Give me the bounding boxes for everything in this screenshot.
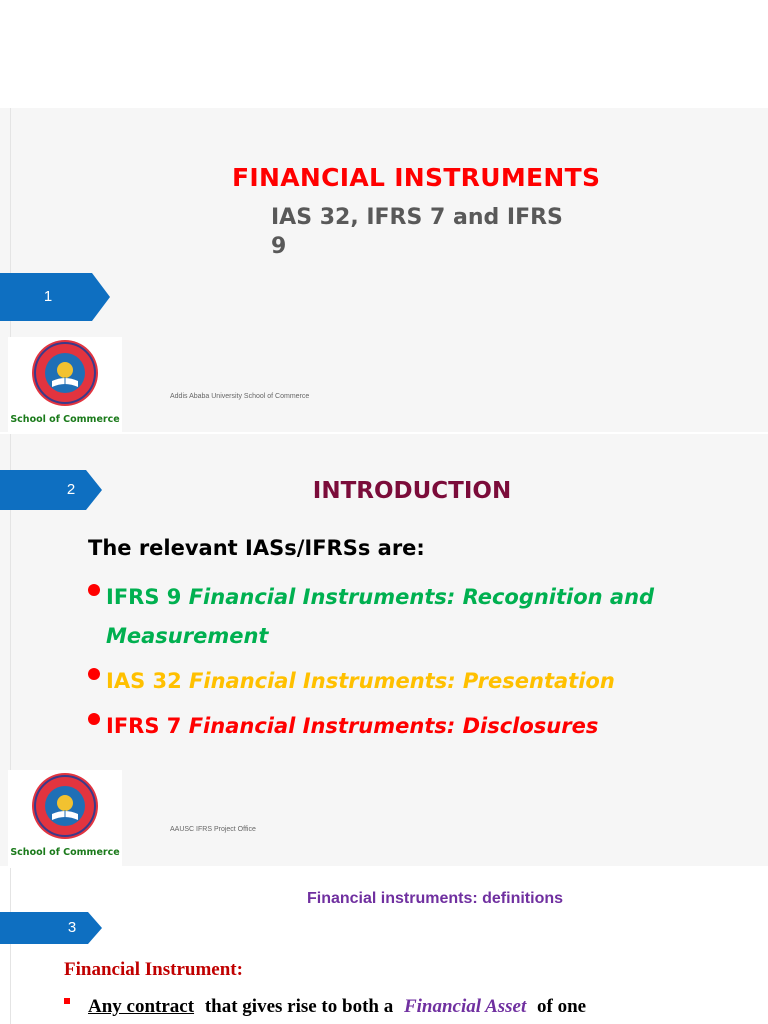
slide-number-badge xyxy=(0,912,110,944)
slide-number: 1 xyxy=(43,288,53,305)
standard-name: Financial Instruments: Disclosures xyxy=(188,714,599,738)
definition-text: of one xyxy=(537,996,587,1017)
subtitle-line: IAS 32, IFRS 7 and IFRS xyxy=(271,205,563,230)
list-item xyxy=(88,662,654,701)
standard-code: IFRS 9 xyxy=(106,585,182,609)
definition-underlined: Any contract xyxy=(88,996,195,1017)
slide-footer: AAUSC IFRS Project Office xyxy=(170,826,256,833)
university-seal-icon xyxy=(8,770,122,850)
subtitle-line: 9 xyxy=(271,234,287,259)
square-bullet-icon xyxy=(64,998,70,1004)
slide-1 xyxy=(0,108,768,432)
university-seal-icon xyxy=(8,337,122,417)
standard-name: Financial Instruments: Presentation xyxy=(189,669,615,693)
bullet-icon xyxy=(88,713,100,725)
standard-code: IFRS 7 xyxy=(106,714,182,738)
slide-title: FINANCIAL INSTRUMENTS xyxy=(232,163,601,192)
definition-italic: Financial Asset xyxy=(403,996,527,1017)
standard-code: IAS 32 xyxy=(106,669,182,693)
definition-bullet xyxy=(64,996,754,1018)
bullet-icon xyxy=(88,668,100,680)
standard-name-continued: Measurement xyxy=(106,624,269,648)
slide-title: INTRODUCTION xyxy=(312,478,512,504)
slide-2 xyxy=(0,434,768,866)
slide-3 xyxy=(0,868,768,1024)
standards-list xyxy=(88,578,654,746)
bullet-icon xyxy=(88,584,100,596)
definition-text: that gives rise to both a xyxy=(204,996,394,1017)
logo-caption: School of Commerce xyxy=(10,414,120,425)
list-item xyxy=(88,707,654,746)
school-logo xyxy=(8,770,122,866)
logo-caption: School of Commerce xyxy=(10,847,120,858)
slide-number: 3 xyxy=(67,919,77,936)
slide-number: 2 xyxy=(66,481,76,498)
slide-subtitle xyxy=(271,203,563,261)
school-logo xyxy=(8,337,122,432)
slide-number-badge xyxy=(0,273,110,321)
definition-heading: Financial Instrument: xyxy=(64,959,243,980)
slide-title: Financial instruments: definitions xyxy=(306,890,564,907)
list-item xyxy=(88,578,654,656)
intro-lead: The relevant IASs/IFRSs are: xyxy=(88,536,425,560)
standard-name: Financial Instruments: Recognition and xyxy=(188,585,655,609)
slide-footer: Addis Ababa University School of Commerce xyxy=(170,393,310,400)
